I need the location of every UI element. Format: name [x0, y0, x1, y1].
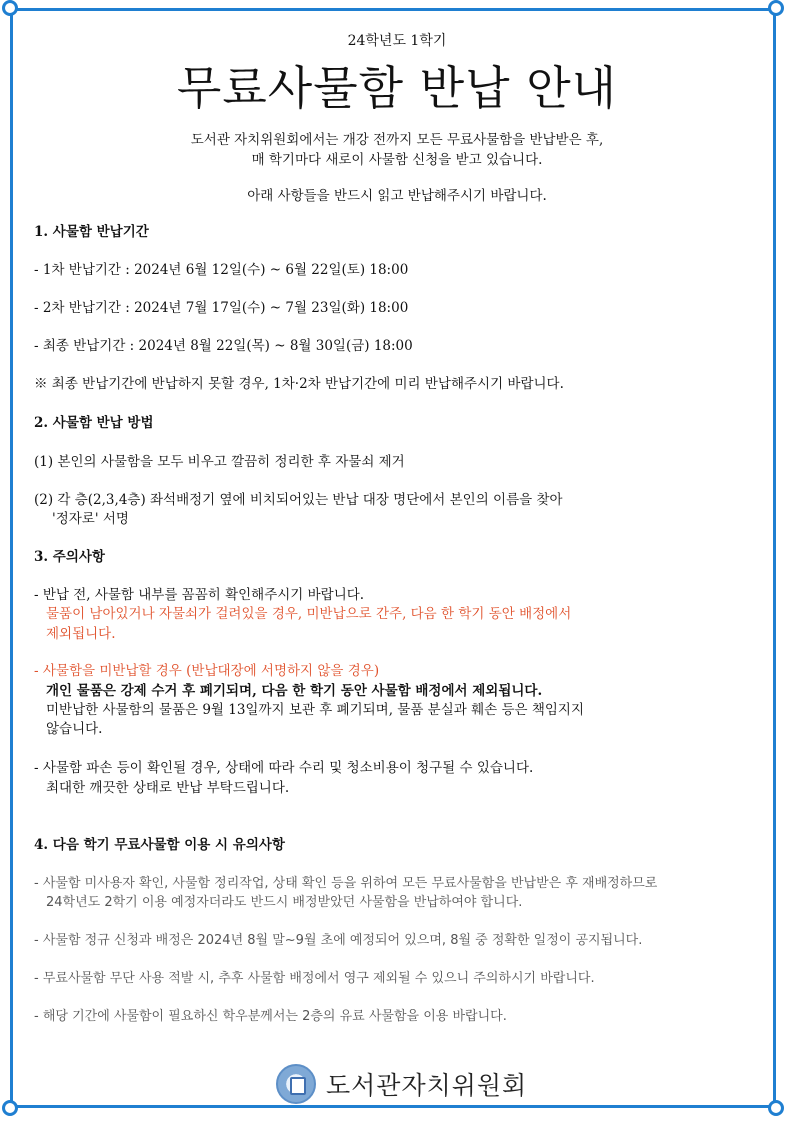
caution-3-line-2: 최대한 깨끗한 상태로 반납 부탁드립니다. — [46, 780, 290, 796]
footer-signature — [276, 1062, 527, 1106]
return-period-final: - 최종 반납기간 : 2024년 8월 22일(목) ~ 8월 30일(금) 18:00 — [34, 338, 413, 354]
page-title: 무료사물함 반납 안내 — [176, 61, 618, 115]
caution-2-dash: - — [34, 663, 43, 679]
method-step-2-line-1: (2) 각 층(2,3,4층) 좌석배정기 옆에 비치되어있는 반납 대장 명단에서 본인의 이름을 찾아 — [34, 492, 563, 508]
caution-2-warning: 사물함을 미반납할 경우 (반납대장에 서명하지 않을 경우) — [42, 663, 380, 679]
caution-2-line-4: 않습니다. — [46, 721, 103, 737]
caution-1-warning-line-1: 물품이 남아있거나 자물쇠가 걸려있을 경우, 미반납으로 간주, 다음 한 학기 동안 배정에서 — [46, 606, 572, 622]
corner-ring-bottom-right — [768, 1100, 784, 1116]
caution-2-line-3: 미반납한 사물함의 물품은 9월 13일까지 보관 후 폐기되며, 물품 분실과 훼손 등은 책임지지 — [46, 702, 584, 718]
next-term-note-3: - 무료사물함 무단 사용 적발 시, 추후 사물함 배정에서 영구 제외될 수 있으니 주의하시기 바랍니다. — [34, 971, 595, 986]
section-4-heading: 4. 다음 학기 무료사물함 이용 시 유의사항 — [34, 837, 285, 853]
intro-line-1: 도서관 자치위원회에서는 개강 전까지 모든 무료사물함을 반납받은 후, — [190, 132, 604, 148]
return-period-2: - 2차 반납기간 : 2024년 7월 17일(수) ~ 7월 23일(화) 18:00 — [34, 300, 409, 316]
corner-ring-top-right — [768, 0, 784, 16]
section-3-heading: 3. 주의사항 — [34, 549, 105, 565]
committee-seal-icon — [276, 1064, 316, 1104]
caution-1-warning-line-2: 제외됩니다. — [46, 626, 116, 642]
next-term-note-1-line-1: - 사물함 미사용자 확인, 사물함 정리작업, 상태 확인 등을 위하여 모든 무료사물함을 반납받은 후 재배정하므로 — [34, 876, 658, 891]
next-term-note-4: - 해당 기간에 사물함이 필요하신 학우분께서는 2층의 유료 사물함을 이용 바랍니다. — [34, 1009, 507, 1024]
corner-ring-top-left — [2, 0, 18, 16]
corner-ring-bottom-left — [2, 1100, 18, 1116]
caution-2-line-2: 개인 물품은 강제 수거 후 폐기되며, 다음 한 학기 동안 사물함 배정에서 제외됩니다. — [46, 683, 543, 699]
method-step-1: (1) 본인의 사물함을 모두 비우고 깔끔히 정리한 후 자물쇠 제거 — [34, 454, 405, 470]
intro-line-2: 매 학기마다 새로이 사물함 신청을 받고 있습니다. — [251, 152, 543, 168]
method-step-2-line-2: '정자로' 서명 — [52, 511, 129, 527]
section-1-heading: 1. 사물함 반납기간 — [34, 224, 149, 240]
caution-2-line-1 — [34, 659, 379, 679]
intro-line-3: 아래 사항들을 반드시 읽고 반납해주시기 바랍니다. — [247, 188, 547, 204]
semester-label: 24학년도 1학기 — [347, 33, 447, 49]
organization-name: 도서관자치위원회 — [326, 1071, 528, 1100]
return-period-note: ※ 최종 반납기간에 반납하지 못할 경우, 1차·2차 반납기간에 미리 반납해주시기 바랍니다. — [34, 376, 564, 392]
next-term-note-1-line-2: 24학년도 2학기 이용 예정자더라도 반드시 배정받았던 사물함을 반납하여야 합니다. — [46, 895, 523, 910]
caution-3-line-1: - 사물함 파손 등이 확인될 경우, 상태에 따라 수리 및 청소비용이 청구될 수 있습니다. — [34, 760, 534, 776]
caution-1-line-1: - 반납 전, 사물함 내부를 꼼꼼히 확인해주시기 바랍니다. — [34, 587, 365, 603]
next-term-note-2: - 사물함 정규 신청과 배정은 2024년 8월 말~9월 초에 예정되어 있으며, 8월 중 정확한 일정이 공지됩니다. — [34, 933, 643, 948]
return-period-1: - 1차 반납기간 : 2024년 6월 12일(수) ~ 6월 22일(토) 18:00 — [34, 262, 409, 278]
section-2-heading: 2. 사물함 반납 방법 — [34, 415, 154, 431]
